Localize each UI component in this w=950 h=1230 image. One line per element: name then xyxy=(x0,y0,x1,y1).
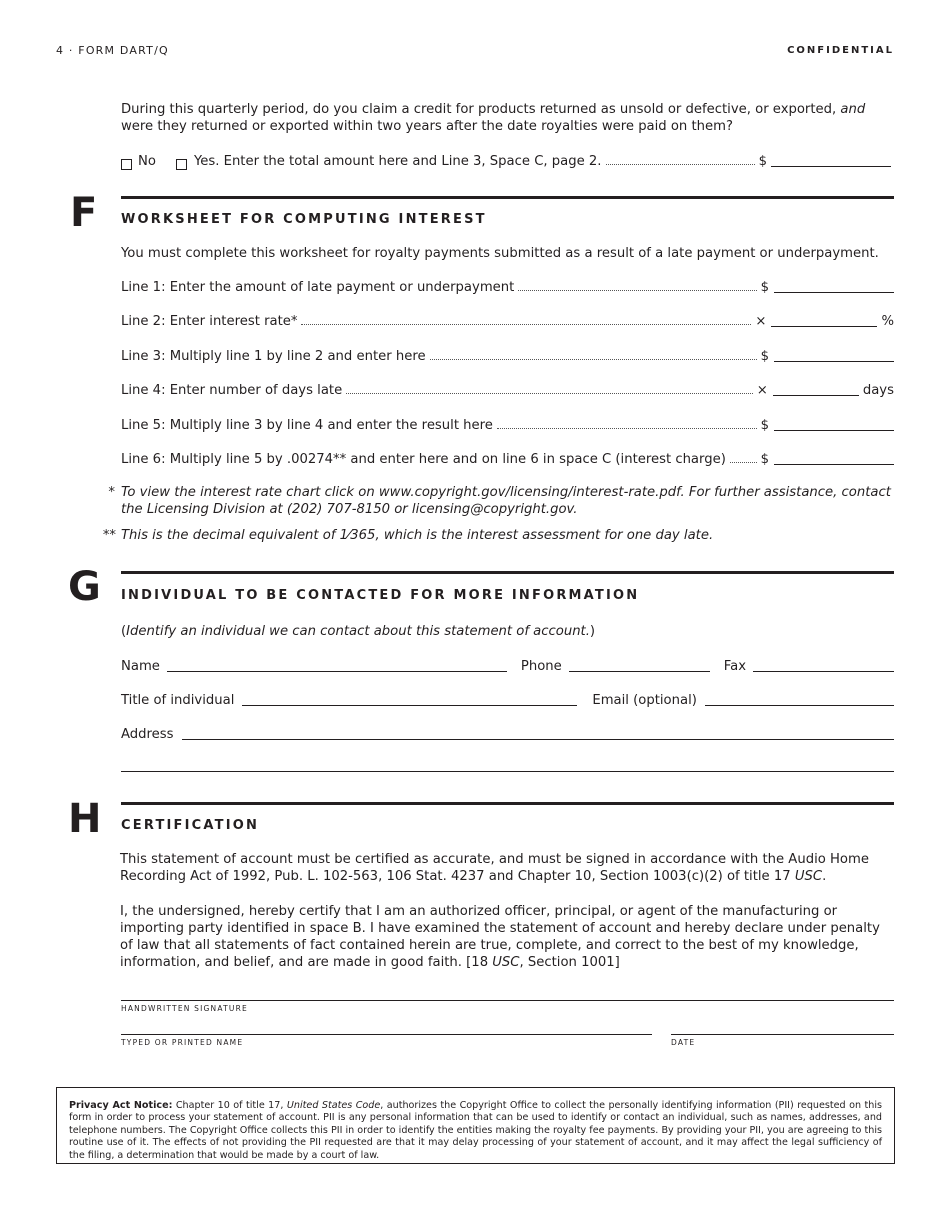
name-field[interactable] xyxy=(167,671,507,672)
contact-row-2 xyxy=(121,689,894,709)
worksheet-line-suffix: days xyxy=(862,383,894,399)
worksheet-line-label: Line 4: Enter number of days late xyxy=(121,383,343,399)
credit-question: During this quarterly period, do you claim a credit for products returned as unsold or defective, or exported, and were they returned or exported within two years after the date royalties were paid on them? xyxy=(121,102,866,134)
leader-dots xyxy=(730,462,757,463)
worksheet-line-label: Line 2: Enter interest rate* xyxy=(121,314,298,330)
privacy-notice: Privacy Act Notice: Chapter 10 of title 17, United States Code, authorizes the Copyright Office to collect the personally identifying information (PII) requested on this form in order to process your statement of account. PII is any personal information that can be used to identify or contact an individual, such as names, addresses, and telephone numbers. The Copyright Office collects this PII in order to identify the entities making the royalty fee payments. By providing your PII, you are agreeing to this routine use of it. The effects of not providing the PII requested are that it may delay processing of your statement of account, and it may affect the legal sufficiency of the filing, a determination that would be made by a court of law. xyxy=(69,1100,882,1161)
name-label: Name xyxy=(121,659,160,674)
section-g-title: INDIVIDUAL TO BE CONTACTED FOR MORE INFORMATION xyxy=(121,588,640,603)
fax-label: Fax xyxy=(723,659,747,674)
leader-dots xyxy=(430,359,757,360)
leader-dots xyxy=(606,164,755,165)
printed-name-field[interactable] xyxy=(121,1034,652,1035)
contact-row-1 xyxy=(121,655,894,675)
phone-field[interactable] xyxy=(569,671,710,672)
printed-name-label: TYPED OR PRINTED NAME xyxy=(121,1038,244,1047)
phone-label: Phone xyxy=(520,659,562,674)
address-label: Address xyxy=(121,727,174,742)
date-field[interactable] xyxy=(671,1034,894,1035)
section-h-letter: H xyxy=(68,796,102,842)
email-field[interactable] xyxy=(705,705,894,706)
yes-label: Yes. Enter the total amount here and Line 3, Space C, page 2. xyxy=(193,154,602,169)
currency-symbol: $ xyxy=(758,154,767,169)
worksheet-line-3-field[interactable] xyxy=(774,361,894,362)
contact-row-3 xyxy=(121,723,894,743)
worksheet-line-label: Line 1: Enter the amount of late payment or underpayment xyxy=(121,280,515,295)
worksheet-line-suffix: % xyxy=(881,314,894,330)
yes-checkbox[interactable] xyxy=(176,159,187,170)
section-f-rule xyxy=(121,196,894,199)
no-checkbox[interactable] xyxy=(121,159,132,170)
worksheet-line-symbol: $ xyxy=(760,417,769,433)
page-label: 4 · FORM DART/Q xyxy=(56,44,169,57)
certification-para-2: I, the undersigned, hereby certify that I am an authorized officer, principal, or agent of the manufacturing or importing party identified in space B. I have examined the statement of account and hereby declare under penalty of law that all statements of fact contained herein are true, complete, and correct to the best of my knowledge, information, and belief, and are made in good faith. [18 USC, Section 1001] xyxy=(120,904,880,970)
title-field[interactable] xyxy=(242,705,577,706)
certification-para-1: This statement of account must be certified as accurate, and must be signed in accordance with the Audio Home Recording Act of 1992, Pub. L. 102-563, 106 Stat. 4237 and Chapter 10, Section 1003(c)(2) of title 17 USC. xyxy=(120,852,869,884)
privacy-notice-box xyxy=(56,1087,895,1164)
section-f-intro: You must complete this worksheet for royalty payments submitted as a result of a late payment or underpayment. xyxy=(121,246,879,261)
worksheet-line-label: Line 3: Multiply line 1 by line 2 and enter here xyxy=(121,348,426,364)
worksheet-line-symbol: × xyxy=(755,314,767,330)
worksheet-line-6-field[interactable] xyxy=(774,464,894,465)
signature-label: HANDWRITTEN SIGNATURE xyxy=(121,1004,248,1013)
credit-amount-field[interactable] xyxy=(771,166,891,167)
section-h-title: CERTIFICATION xyxy=(121,818,260,833)
worksheet-line-label: Line 5: Multiply line 3 by line 4 and enter the result here xyxy=(121,417,493,433)
leader-dots xyxy=(518,290,756,291)
address-field-1[interactable] xyxy=(182,739,894,740)
footnote-2: ** This is the decimal equivalent of 1⁄365, which is the interest assessment for one day late. xyxy=(102,528,714,543)
footnote-1: * To view the interest rate chart click on www.copyright.gov/licensing/interest-rate.pdf. For further assistance, contact the Licensing Division at (202) 707-8150 or licensing@copyright.gov. xyxy=(108,485,891,517)
credit-answer-row xyxy=(121,150,891,170)
worksheet-line-symbol: × xyxy=(756,383,768,399)
section-g-rule xyxy=(121,571,894,574)
no-label: No xyxy=(138,154,156,169)
worksheet-line-1 xyxy=(121,276,894,296)
worksheet-line-symbol: $ xyxy=(760,348,769,364)
leader-dots xyxy=(301,324,751,325)
section-g-note: (Identify an individual we can contact about this statement of account.) xyxy=(121,624,596,639)
worksheet-line-symbol: $ xyxy=(760,452,769,467)
worksheet-line-4-field[interactable] xyxy=(773,395,859,396)
worksheet-line-label: Line 6: Multiply line 5 by .00274** and enter here and on line 6 in space C (interest charge) xyxy=(121,452,726,467)
worksheet-line-3 xyxy=(121,345,894,365)
worksheet-line-symbol: $ xyxy=(760,280,769,295)
date-label: DATE xyxy=(671,1038,696,1047)
signature-field[interactable] xyxy=(121,1000,894,1001)
leader-dots xyxy=(346,393,753,394)
fax-field[interactable] xyxy=(753,671,894,672)
section-g-letter: G xyxy=(68,564,101,610)
worksheet-line-2-field[interactable] xyxy=(771,326,877,327)
worksheet-line-1-field[interactable] xyxy=(774,292,894,293)
worksheet-line-5-field[interactable] xyxy=(774,430,894,431)
confidential-label: CONFIDENTIAL xyxy=(787,45,894,56)
worksheet-line-2 xyxy=(121,310,894,330)
worksheet-line-6 xyxy=(121,448,894,468)
section-h-rule xyxy=(121,802,894,805)
section-f-title: WORKSHEET FOR COMPUTING INTEREST xyxy=(121,212,487,227)
section-f-letter: F xyxy=(70,190,98,236)
email-label: Email (optional) xyxy=(592,693,697,708)
worksheet-line-4 xyxy=(121,379,894,399)
title-label: Title of individual xyxy=(121,693,235,708)
worksheet-line-5 xyxy=(121,414,894,434)
leader-dots xyxy=(497,428,757,429)
address-field-2[interactable] xyxy=(121,771,894,772)
